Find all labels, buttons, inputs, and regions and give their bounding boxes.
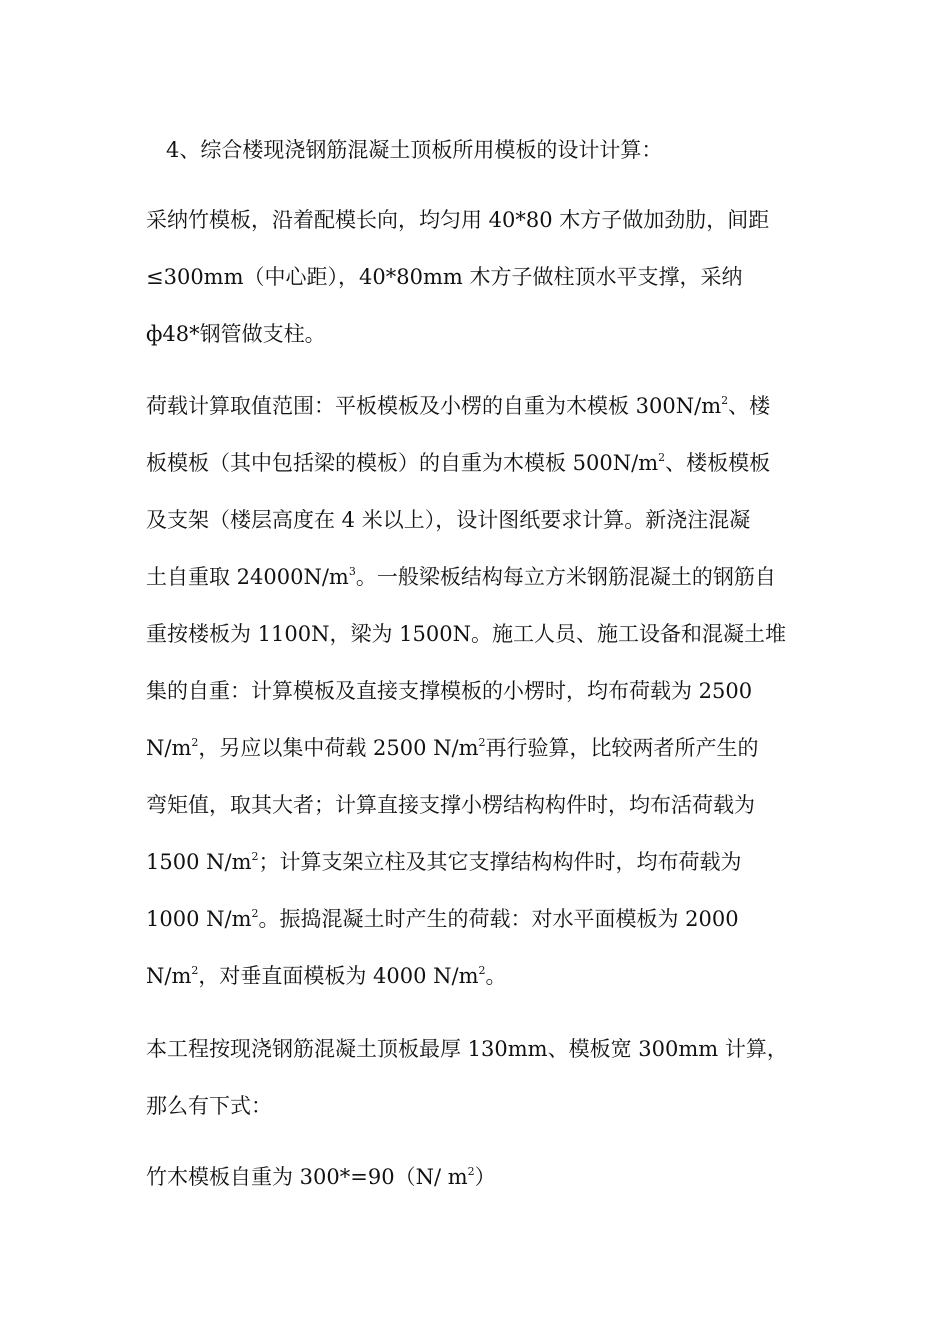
text-line: ≤300mm（中心距），40*80mm 木方子做柱顶水平支撑，采纳 — [146, 265, 743, 289]
text-line: $N/m^2$，另应以集中荷载 2500 $N/m^2$再行验算，比较两者所产生的 — [146, 736, 759, 760]
text-line: 那么有下式： — [146, 1094, 272, 1118]
paragraph-formwork-description — [146, 192, 816, 363]
text-line: ф48*钢管做支柱。 — [146, 322, 326, 346]
superscript: 2 — [467, 1165, 475, 1178]
superscript: 2 — [478, 736, 486, 749]
superscript: 2 — [721, 394, 729, 407]
text-line: 弯矩值，取其大者；计算直接支撑小楞结构构件时，均布活荷载为 — [146, 793, 755, 817]
text-line: 荷载计算取值范围：平板模板及小楞的自重为木模板 $300N/m^2$、楼 — [146, 394, 771, 418]
paragraph-formwork-selfweight — [146, 1149, 816, 1206]
superscript: 2 — [191, 736, 199, 749]
text-line: 板模板（其中包括梁的模板）的自重为木模板 $500N/m^2$、楼板模板 — [146, 451, 771, 475]
heading-text: 4、综合楼现浇钢筋混凝土顶板所用模板的设计计算： — [166, 138, 663, 162]
text-line: 本工程按现浇钢筋混凝土顶板最厚 130mm、模板宽 300mm 计算， — [146, 1037, 788, 1061]
section-heading — [166, 122, 806, 179]
text-line: 采纳竹模板，沿着配模长向，均匀用 40*80 木方子做加劲肋，间距 — [146, 208, 770, 232]
text-line: 土自重取 $24000N/m^3$。一般梁板结构每立方米钢筋混凝土的钢筋自 — [146, 565, 776, 589]
text-line: 重按楼板为 1100N，梁为 1500N。施工人员、施工设备和混凝土堆 — [146, 622, 786, 646]
text-line: 1500 $N/m^2$；计算支架立柱及其它支撑结构构件时，均布荷载为 — [146, 850, 742, 874]
paragraph-load-values — [146, 378, 816, 1005]
text-line: $N/m^2$，对垂直面模板为 4000 $N/m^2$。 — [146, 964, 507, 988]
superscript: 2 — [658, 451, 666, 464]
superscript: 2 — [191, 964, 199, 977]
text-line: 及支架（楼层高度在 4 米以上），设计图纸要求计算。新浇注混凝 — [146, 508, 751, 532]
superscript: 2 — [251, 907, 259, 920]
text-line: 集的自重：计算模板及直接支撑模板的小楞时，均布荷载为 2500 — [146, 679, 753, 703]
paragraph-calculation-basis — [146, 1021, 816, 1135]
superscript: 3 — [348, 565, 356, 578]
superscript: 2 — [251, 850, 259, 863]
text-line: 1000 $N/m^2$。振捣混凝土时产生的荷载：对水平面模板为 2000 — [146, 907, 739, 931]
text-line: 竹木模板自重为 300*=90（N/ $m^2$） — [146, 1165, 496, 1189]
superscript: 2 — [478, 964, 486, 977]
